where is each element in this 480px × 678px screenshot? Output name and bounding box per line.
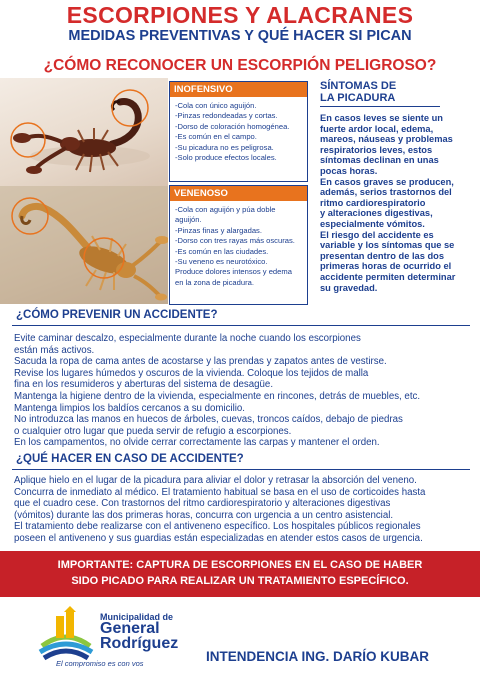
municipality-label: Municipalidad de [100, 612, 174, 622]
venomous-info-box [169, 185, 308, 305]
symptoms-line: fuerte ardor local, edema, [320, 123, 434, 134]
banner-line: SIDO PICADO PARA REALIZAR UN TRATAMIENTO ESPECÍFICO. [71, 575, 409, 587]
list-item: -Dorso de coloración homogénea. [175, 121, 290, 131]
intendencia-label: INTENDENCIA ING. DARÍO KUBAR [206, 649, 430, 664]
accident-line: poseen el antiveneno y sus guardias están especializadas en atender estos casos de urgencia. [14, 532, 423, 544]
accident-body [14, 475, 472, 545]
symptoms-line: En casos graves se producen, [320, 176, 454, 187]
list-item: -Su veneno es neurotóxico. [175, 257, 268, 267]
symptoms-line: respiratorios leves, estos [320, 144, 433, 155]
symptoms-panel [320, 80, 476, 293]
symptoms-line: En casos leves se siente un [320, 113, 443, 123]
prevent-body [14, 333, 472, 449]
prevent-line: Evite caminar descalzo, especialmente durante la noche cuando los escorpiones [14, 333, 361, 344]
municipality-name-line: General [100, 620, 160, 637]
accident-title: ¿QUÉ HACER EN CASO DE ACCIDENTE? [16, 453, 244, 465]
municipality-logo [36, 602, 196, 674]
banner-line: IMPORTANTE: CAPTURA DE ESCORPIONES EN EL CASO DE HABER [57, 559, 423, 571]
list-item: -Pinzas redondeadas y cortas. [175, 111, 278, 121]
symptoms-line: ritmo cardiorespiratorio [320, 197, 426, 208]
scorpion-image [0, 186, 168, 304]
prevent-line: Mantenga limpios los baldíos cercanos a su domicilio. [14, 402, 246, 414]
prevent-line: En los campamentos, no olvide cerrar correctamente las carpas y mantener el orden. [14, 437, 380, 449]
municipality-name [100, 621, 178, 651]
prevent-line: Revise los lugares húmedos y oscuros de la vivienda. Coloque los tejidos de malla [14, 367, 369, 379]
symptoms-line: presentan dentro de las dos [320, 250, 444, 261]
important-banner [0, 551, 480, 597]
venomous-scorpion-photo [0, 186, 168, 304]
prevent-line: Mantenga la higiene dentro de la vivienda, especialmente en rincones, detrás de muebles, etc. [14, 390, 421, 402]
accident-line: (vómitos) durante las dos primeras horas, concurra con urgencia a un centro asistencial. [14, 509, 394, 521]
section-divider [12, 469, 470, 470]
symptoms-title-line: LA PICADURA [320, 92, 396, 104]
prevent-line: o cualquier otro lugar que pueda servir de refugio a escorpiones. [14, 425, 292, 437]
symptoms-line: accidente permiten determinar [320, 271, 456, 282]
logo-icon [36, 606, 96, 662]
symptoms-line: síntomas declinan en unas [320, 155, 439, 166]
page-title: ESCORPIONES Y ALACRANES [66, 2, 414, 28]
symptoms-title [320, 80, 440, 107]
list-item: -Cola con aguijón y púa doble [175, 205, 276, 214]
list-item: -Solo produce efectos locales. [175, 153, 277, 163]
symptoms-body [320, 113, 476, 293]
accident-line: El tratamiento debe realizarse con el antiveneno específico. Los hospitales públicos regionales [14, 521, 421, 533]
venomous-list [170, 201, 307, 288]
symptoms-line: su gravedad. [320, 282, 378, 293]
list-item: en la zona de picadura. [175, 277, 254, 287]
list-item: aguijón. [175, 215, 202, 225]
harmless-list [170, 97, 307, 163]
symptoms-line: variable y los síntomas que se [320, 240, 455, 251]
list-item: -Es común en el campo. [175, 132, 257, 142]
prevent-line: fina en los resumideros y aberturas del sistema de desagüe. [14, 379, 274, 391]
prevent-line: Sacuda la ropa de cama antes de acostarse y las prendas y zapatos antes de vestirse. [14, 356, 387, 368]
section-divider [12, 325, 470, 326]
list-item: Produce dolores intensos y edema [175, 267, 292, 277]
list-item: -Dorso con tres rayas más oscuras. [175, 236, 295, 246]
municipality-name-line: Rodríguez [100, 635, 179, 652]
symptoms-line: mareos, náuseas y problemas [320, 134, 453, 145]
accident-line: Aplique hielo en el lugar de la picadura para aliviar el dolor y retrasar la absorción del veneno. [14, 475, 417, 486]
list-item: -Su picadura no es peligrosa. [175, 142, 274, 152]
header [0, 0, 480, 54]
accident-line: que el cuadro cese. Con trastornos del ritmo cardiorespiratorio y alteraciones digestivas [14, 498, 391, 510]
prevent-line: No introduzca las manos en huecos de árboles, cuevas, troncos caídos, debajo de piedras [14, 414, 403, 426]
prevent-title: ¿CÓMO PREVENIR UN ACCIDENTE? [16, 309, 218, 321]
list-item: -Es común en las ciudades. [175, 246, 269, 256]
symptoms-line: pocas horas. [320, 165, 378, 176]
symptoms-title-line: SÍNTOMAS DE [320, 80, 397, 92]
symptoms-line: primeras horas de ocurrido el [320, 261, 452, 272]
venomous-heading: VENENOSO [170, 186, 307, 201]
list-item: -Pinzas finas y alargadas. [175, 225, 262, 235]
symptoms-line: además, serios trastornos del [320, 187, 452, 198]
accident-line: Concurra de inmediato al médico. El tratamiento habitual se basa en el uso de corticoides hasta [14, 486, 426, 498]
harmless-heading: INOFENSIVO [170, 82, 307, 97]
municipality-tagline: El compromiso es con vos [56, 659, 144, 668]
symptoms-line: El riesgo del accidente es [320, 229, 434, 240]
symptoms-line: especialmente vómitos. [320, 218, 425, 229]
page-subtitle: MEDIDAS PREVENTIVAS Y QUÉ HACER SI PICAN [68, 28, 412, 44]
prevent-line: están más activos. [14, 344, 95, 356]
harmless-scorpion-photo [0, 78, 168, 186]
symptoms-line: y alteraciones digestivas, [320, 208, 433, 219]
list-item: -Cola con único aguijón. [175, 101, 257, 110]
harmless-info-box [169, 81, 308, 182]
identify-question: ¿CÓMO RECONOCER UN ESCORPIÓN PELIGROSO? [43, 57, 437, 74]
scorpion-image [0, 78, 168, 186]
